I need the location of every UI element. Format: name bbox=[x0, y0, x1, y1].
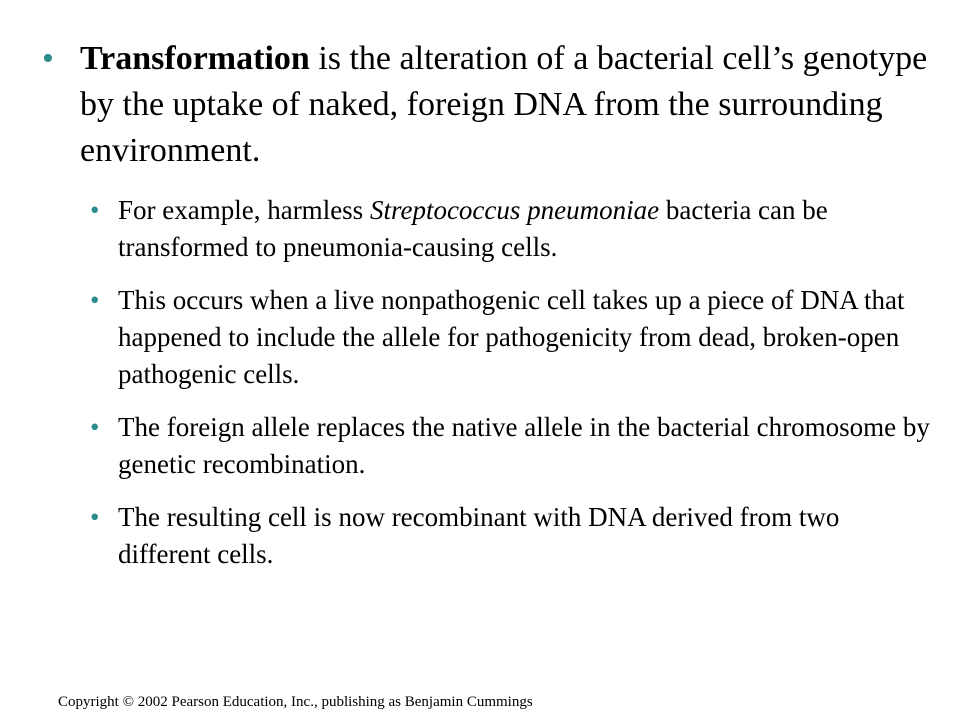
sub-bullet-example bbox=[90, 192, 930, 266]
main-bullet-text bbox=[80, 36, 932, 174]
bullet-icon: • bbox=[90, 195, 100, 225]
main-bullet-definition: is the alteration of a bacterial cell’s genotype by the uptake of naked, foreign DNA from the surrounding environment. bbox=[80, 40, 928, 169]
sub-bullet-recombination bbox=[90, 409, 930, 483]
sub-bullet-text: The resulting cell is now recombinant with DNA derived from two different cells. bbox=[118, 502, 840, 569]
bullet-icon: • bbox=[90, 502, 100, 532]
sub-bullet-text: The foreign allele replaces the native allele in the bacterial chromosome by genetic recombination. bbox=[118, 412, 930, 479]
sub-bullet-text: This occurs when a live nonpathogenic cell takes up a piece of DNA that happened to include the allele for pathogenicity from dead, broken-open pathogenic cells. bbox=[118, 285, 905, 389]
bullet-icon: • bbox=[90, 285, 100, 315]
bullet-icon: • bbox=[90, 412, 100, 442]
sub-bullet-result bbox=[90, 499, 930, 573]
sub-bullet-mechanism bbox=[90, 282, 930, 393]
copyright-footer: Copyright © 2002 Pearson Education, Inc., publishing as Benjamin Cummings bbox=[58, 694, 533, 710]
sub-bullet-list bbox=[90, 192, 930, 589]
main-bullet-term: Transformation bbox=[80, 40, 310, 77]
sub-bullet-text bbox=[118, 192, 930, 266]
sub-bullet-text-before: For example, harmless bbox=[118, 195, 370, 225]
species-name: Streptococcus pneumoniae bbox=[369, 195, 660, 225]
main-bullet bbox=[42, 36, 932, 174]
sub-bullet-text-after: bacteria can be transformed to pneumonia-causing cells. bbox=[118, 195, 828, 262]
bullet-icon: • bbox=[42, 40, 54, 77]
